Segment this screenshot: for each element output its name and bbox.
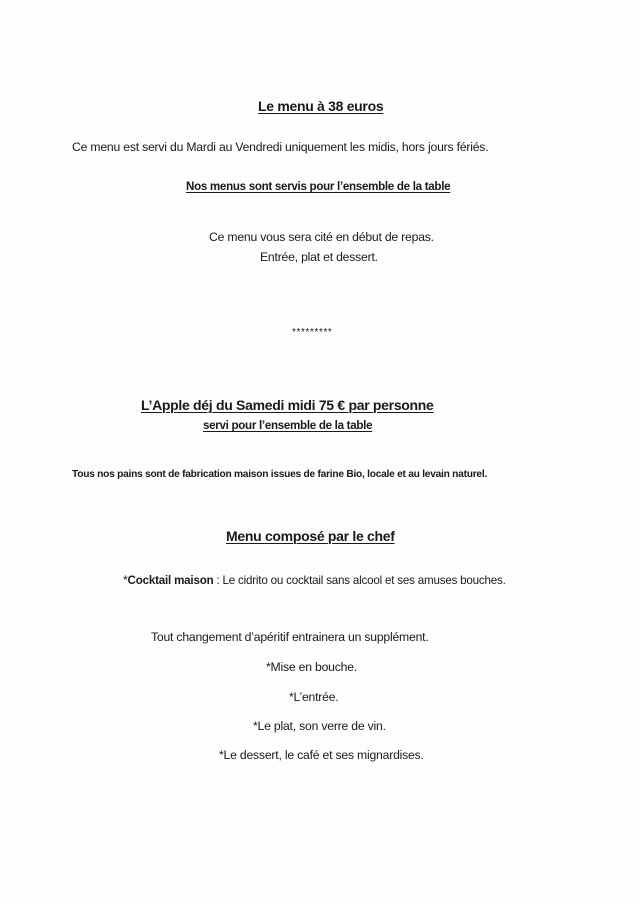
menu-38-availability: Ce menu est servi du Mardi au Vendredi uniquement les midis, hors jours fériés. [72,140,489,154]
menu-38-table-note: Nos menus sont servis pour l’ensemble de la table [186,180,451,193]
chef-menu-title: Menu composé par le chef [226,528,395,544]
chef-menu-item: *L’entrée. [289,690,339,704]
chef-menu-item: *Le dessert, le café et ses mignardises. [219,748,424,762]
menu-38-courses: Entrée, plat et dessert. [260,250,378,264]
cocktail-text: : Le cidrito ou cocktail sans alcool et ses amuses bouches. [213,574,506,587]
chef-menu-item: *Le plat, son verre de vin. [253,719,386,733]
menu-38-title: Le menu à 38 euros [258,98,384,114]
bread-note: Tous nos pains sont de fabrication maison issues de farine Bio, locale et au levain naturel. [72,469,487,480]
menu-38-announce: Ce menu vous sera cité en début de repas. [209,230,434,244]
aperitif-note: Tout changement d’apéritif entrainera un supplément. [151,630,429,644]
section-separator: ********* [292,327,333,338]
chef-menu-item: *Mise en bouche. [266,660,357,674]
cocktail-label: Cocktail maison [127,574,214,587]
cocktail-prefix: * [123,573,128,587]
apple-dej-subtitle: servi pour l’ensemble de la table [203,419,373,432]
cocktail-line [123,574,506,587]
apple-dej-title: L’Apple déj du Samedi midi 75 € par personne [141,397,434,413]
